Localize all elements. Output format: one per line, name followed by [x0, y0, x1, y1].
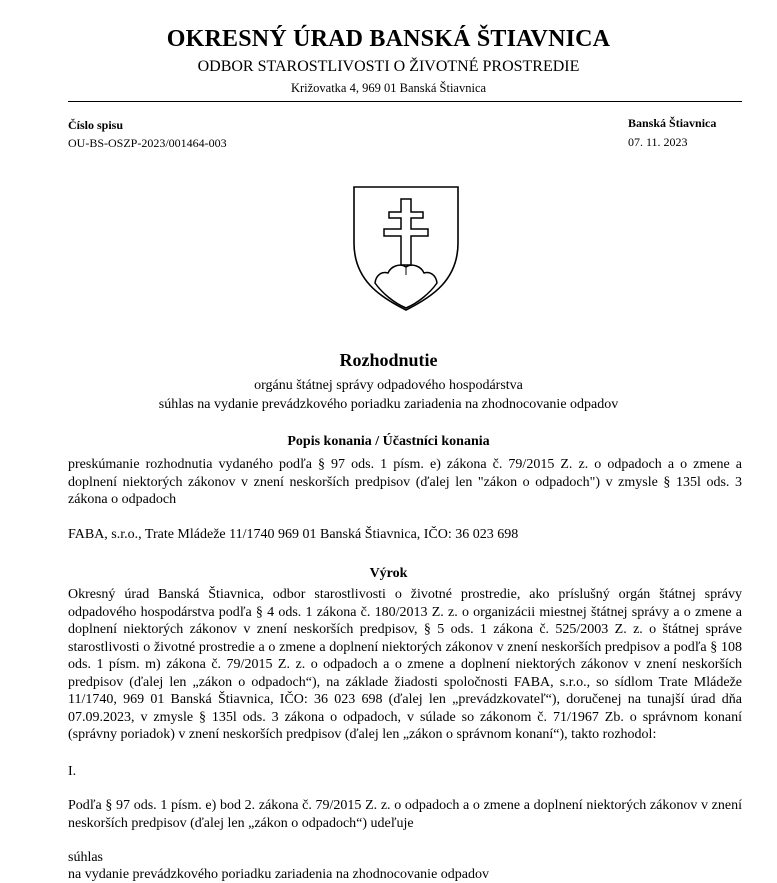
- header-divider: [68, 101, 742, 102]
- proceedings-party: FABA, s.r.o., Trate Mládeže 11/1740 969 01 Banská Štiavnica, IČO: 36 023 698: [68, 527, 519, 542]
- permit-text: Podľa § 97 ods. 1 písm. e) bod 2. zákona č. 79/2015 Z. z. o odpadoch a o zmene a doplnení niektorých zákonov v znení neskorších predpisov (ďalej len „zákon o odpadoch“) udeľuje: [68, 798, 742, 831]
- consent-subject: na vydanie prevádzkového poriadku zariadenia na zhodnocovanie odpadov: [68, 867, 489, 882]
- verdict-heading: Výrok: [369, 566, 408, 581]
- slovak-coat-of-arms-icon: [352, 185, 460, 312]
- proceedings-heading: Popis konania / Účastníci konania: [287, 434, 490, 449]
- office-address: Križovatka 4, 969 01 Banská Štiavnica: [290, 81, 487, 95]
- verdict-text: Okresný úrad Banská Štiavnica, odbor starostlivosti o životné prostredie, ako príslušný orgán štátnej správy odpadového hospodárstva podľa § 4 ods. 1 zákona č. 180/2013 Z. z. o organizácii miestnej štátnej správy a o zmene a doplnení niektorých zákonov v znení neskorších predpisov, § 5 ods. 1 zákona č. 525/2003 Z. z. o štátnej správe starostlivosti o životné prostredie a o zmene a doplnení niektorých zákonov v znení neskorších predpisov a podľa § 108 ods. 1 písm. m) zákona č. 79/2015 Z. z. o odpadoch a o zmene a doplnení niektorých zákonov v znení neskorších predpisov (ďalej len „zákon o odpadoch“), na základe žiadosti spoločnosti FABA, s.r.o., so sídlom Trate Mládeže 11/1740, 969 01 Banská Štiavnica, IČO: 36 023 698 (ďalej len „prevádzkovateľ“), doručenej na tunajší úrad dňa 07.09.2023, v zmysle § 135l ods. 3 zákona o odpadoch, v súlade so zákonom č. 71/1967 Zb. o správnom konaní (správny poriadok) v znení neskorších predpisov (ďalej len „zákon o správnom konaní“), takto rozhodol:: [68, 587, 742, 742]
- section-number: I.: [68, 764, 77, 779]
- place-label: Banská Štiavnica: [628, 116, 717, 130]
- proceedings-description: preskúmanie rozhodnutia vydaného podľa § 97 ods. 1 písm. e) zákona č. 79/2015 Z. z. o odpadoch a o zmene a doplnení niektorých zákonov v znení neskorších predpisov (ďalej len "zákon o odpadoch") v zmysle § 135l ods. 3 zákona o odpadoch: [68, 457, 742, 507]
- decision-title: Rozhodnutie: [339, 350, 438, 370]
- decision-subtitle-subject: súhlas na vydanie prevádzkového poriadku zariadenia na zhodnocovanie odpadov: [158, 397, 619, 412]
- file-number: OU-BS-OSZP-2023/001464-003: [68, 136, 227, 150]
- issue-date: 07. 11. 2023: [628, 135, 688, 149]
- department-name: ODBOR STAROSTLIVOSTI O ŽIVOTNÉ PROSTREDIE: [197, 58, 580, 75]
- office-name: OKRESNÝ ÚRAD BANSKÁ ŠTIAVNICA: [166, 26, 611, 52]
- decision-subtitle-authority: orgánu štátnej správy odpadového hospodárstva: [254, 378, 523, 393]
- consent-word: súhlas: [68, 850, 103, 865]
- file-number-label: Číslo spisu: [68, 118, 124, 132]
